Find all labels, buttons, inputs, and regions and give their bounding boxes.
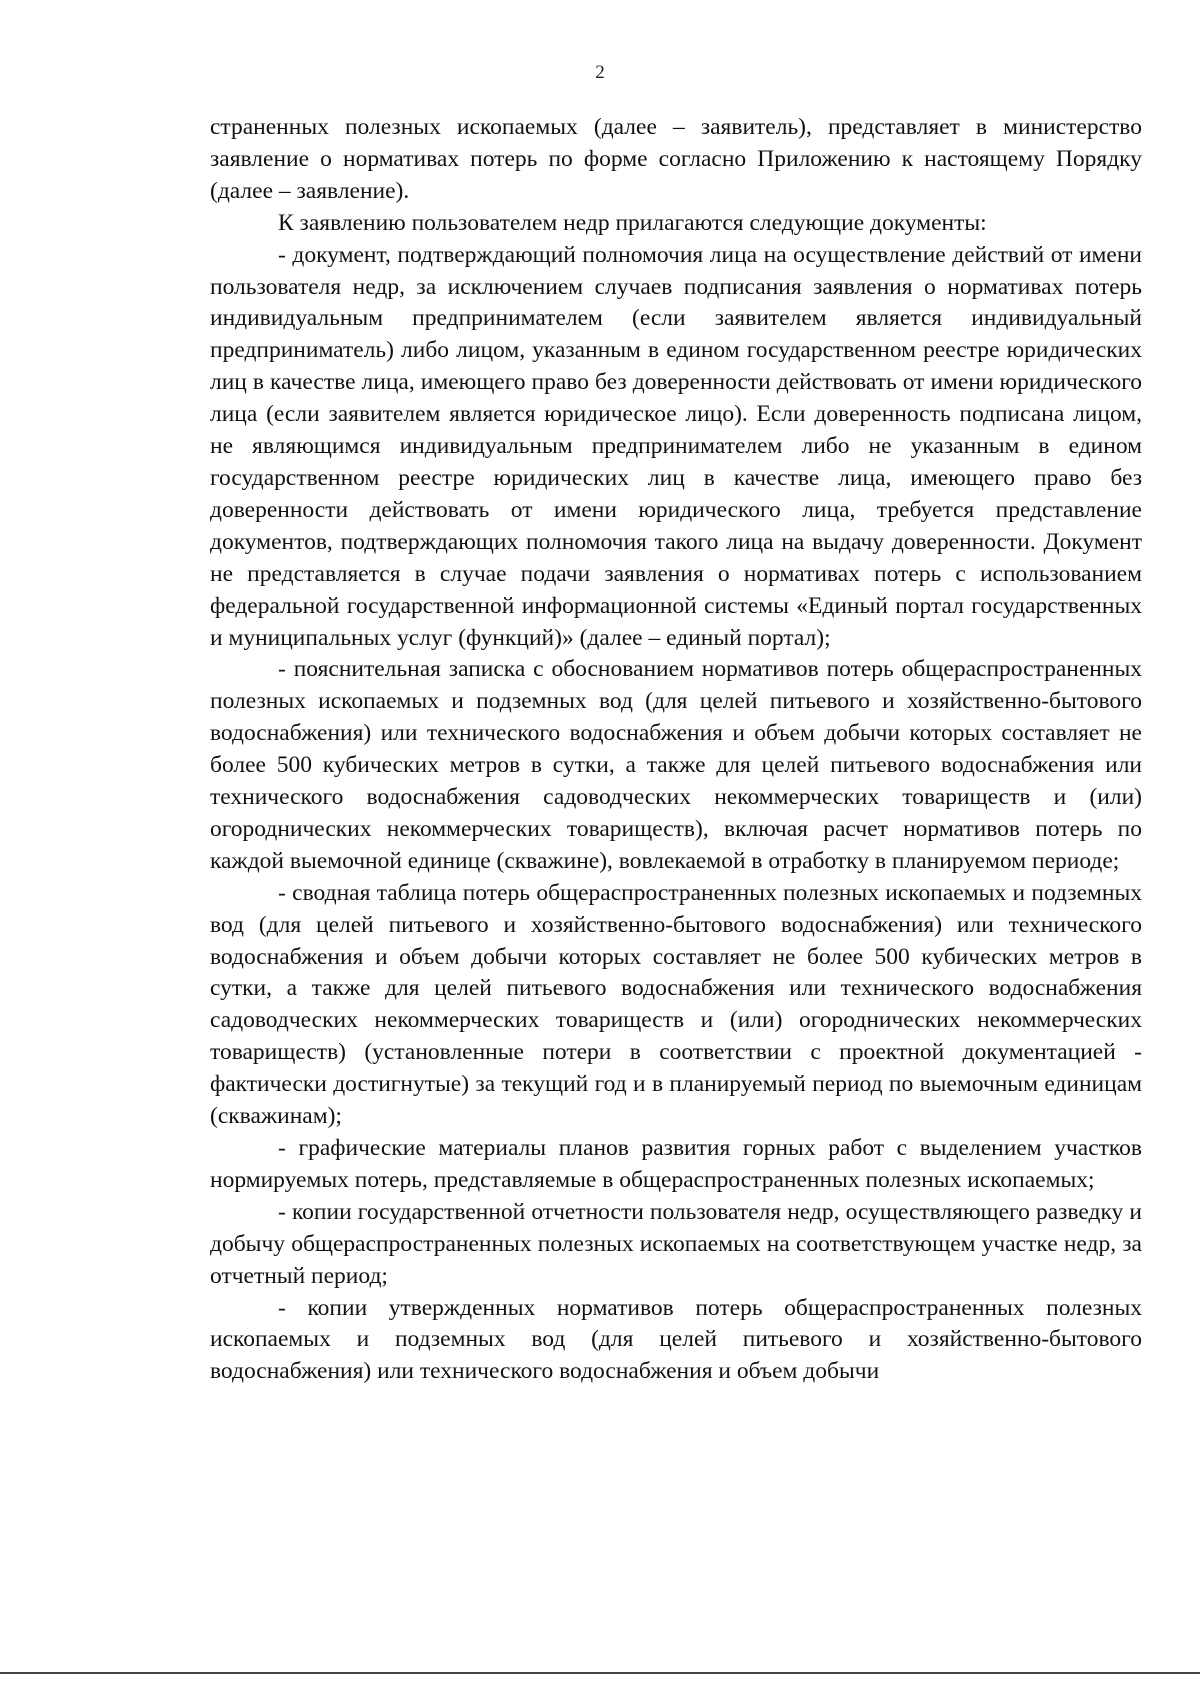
page-number: 2 bbox=[595, 62, 605, 83]
list-item-explanatory-note: - пояснительная записка с обоснованием нормативов потерь общераспространенных полезных ископаемых и подземных вод (для целей питьевого и хозяйственно-бытового водоснабжения) или технического водоснабжения и объем добычи которых составляет не более 500 кубических метров в сутки, а также для целей питьевого водоснабжения или технического водоснабжения садоводческих некоммерческих товариществ и (или) огороднических некоммерческих товариществ), включая расчет нормативов потерь по каждой выемочной единице (скважине), вовлекаемой в отработку в планируемом периоде; bbox=[210, 656, 1142, 874]
list-item-authority-document: - документ, подтверждающий полномочия лица на осуществление действий от имени пользователя недр, за исключением случаев подписания заявления о нормативах потерь индивидуальным предпринимателем (если заявителем является индивидуальный предприниматель) либо лицом, указанным в едином государственном реестре юридических лиц в качестве лица, имеющего право без доверенности действовать от имени юридического лица (если заявителем является юридическое лицо). Если доверенность подписана лицом, не являющимся индивидуальным предпринимателем либо не указанным в едином государственном реестре юридических лиц в качестве лица, имеющего право без доверенности действовать от имени юридического лица, требуется представление документов, подтверждающих полномочия такого лица на выдачу доверенности. Документ не представляется в случае подачи заявления о нормативах потерь с использованием федеральной государственной информационной системы «Единый портал государственных и муниципальных услуг (функций)» (далее – единый портал); bbox=[210, 241, 1142, 651]
paragraph-continuation: страненных полезных ископаемых (далее – заявитель), представляет в министерство заявление о нормативах потерь по форме согласно Приложению к настоящему Порядку (далее – заявление). bbox=[210, 114, 1142, 204]
scan-edge-line bbox=[0, 1672, 1200, 1674]
list-item-state-reporting: - копии государственной отчетности пользователя недр, осуществляющего разведку и добычу общераспространенных полезных ископаемых на соответствующем участке недр, за отчетный период; bbox=[210, 1198, 1142, 1289]
list-item-approved-standards: - копии утвержденных нормативов потерь общераспространенных полезных ископаемых и подземных вод (для целей питьевого и хозяйственно-бытового водоснабжения) или технического водоснабжения и объем добычи bbox=[210, 1294, 1142, 1385]
paragraph-documents-intro: К заявлению пользователем недр прилагаются следующие документы: bbox=[278, 209, 987, 236]
list-item-summary-table: - сводная таблица потерь общераспространенных полезных ископаемых и подземных вод (для целей питьевого и хозяйственно-бытового водоснабжения) или технического водоснабжения и объем добычи которых составляет не более 500 кубических метров в сутки, а также для целей питьевого водоснабжения или технического водоснабжения садоводческих некоммерческих товариществ и (или) огороднических некоммерческих товариществ) (установленные потери в соответствии с проектной документацией - фактически достигнутые) за текущий год и в планируемый период по выемочным единицам (скважинам); bbox=[210, 879, 1142, 1130]
document-body bbox=[210, 112, 1142, 1388]
list-item-graphic-materials: - графические материалы планов развития горных работ с выделением участков нормируемых потерь, представляемые в общераспространенных полезных ископаемых; bbox=[210, 1135, 1142, 1193]
